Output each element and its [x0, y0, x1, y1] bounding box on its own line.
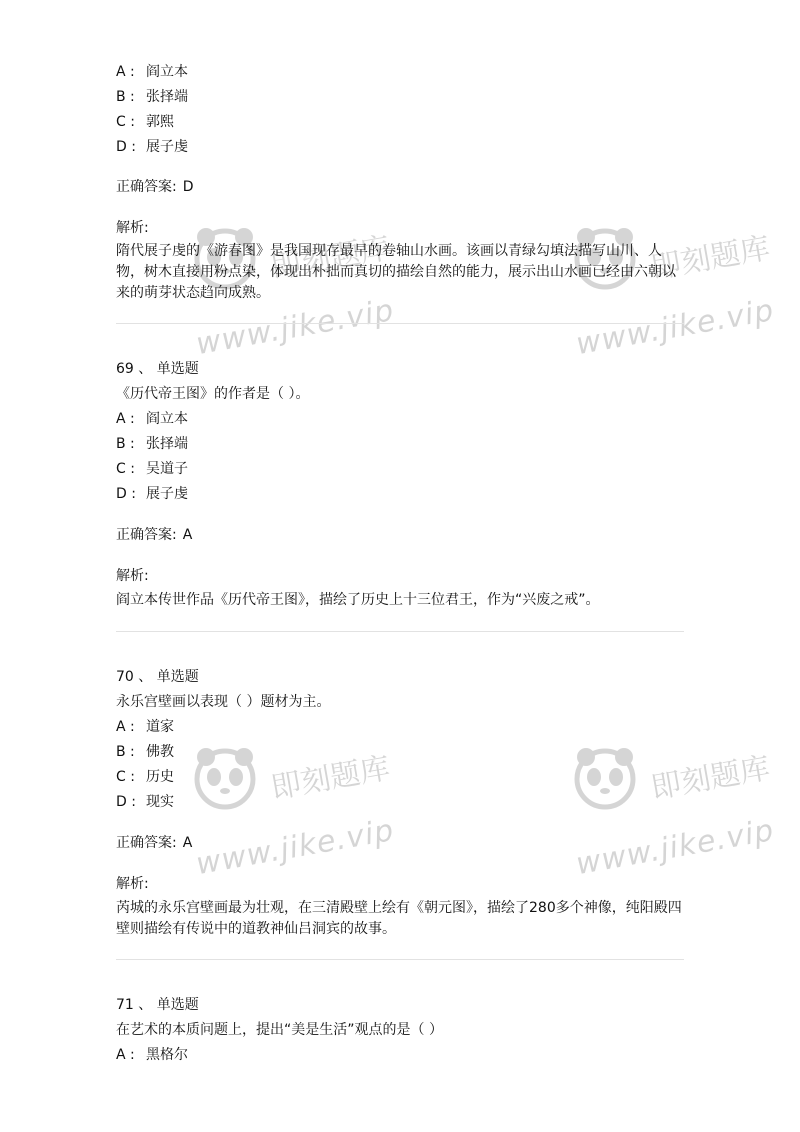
- option-letter: A :: [116, 411, 135, 427]
- option-c: [116, 112, 174, 132]
- option-text: 张择端: [146, 89, 188, 105]
- option-text: 道家: [146, 719, 174, 735]
- answer-label: 正确答案:: [116, 527, 177, 543]
- watermark-url: www.jike.vip: [193, 812, 397, 883]
- option-letter: B :: [116, 89, 135, 105]
- correct-answer: [116, 177, 194, 197]
- option-letter: A :: [116, 1047, 135, 1063]
- watermark-cn: 即刻题库: [648, 750, 773, 807]
- option-letter: B :: [116, 744, 135, 760]
- question-text: 在艺术的本质问题上，提出“美是生活”观点的是（ ）: [116, 1022, 443, 1038]
- option-a: [116, 1045, 188, 1065]
- option-text: 吴道子: [146, 461, 188, 477]
- option-text: 黑格尔: [146, 1047, 188, 1063]
- answer-value: A: [182, 835, 193, 851]
- option-letter: A :: [116, 719, 135, 735]
- option-text: 郭熙: [146, 114, 174, 130]
- option-text: 张择端: [146, 436, 188, 452]
- question-header: 71 、 单选题: [116, 997, 199, 1013]
- panda-icon: [190, 743, 260, 813]
- option-a: [116, 62, 188, 82]
- watermark-3: [190, 735, 420, 895]
- question-text: 永乐宫壁画以表现（ ）题材为主。: [116, 694, 331, 710]
- watermark-4: [570, 735, 800, 895]
- question-divider: [116, 959, 684, 960]
- option-c: [116, 767, 174, 787]
- answer-label: 正确答案:: [116, 179, 177, 195]
- option-text: 佛教: [146, 744, 174, 760]
- analysis-text: 阎立本传世作品《历代帝王图》，描绘了历史上十三位君王，作为“兴废之戒”。: [116, 592, 600, 608]
- analysis-label: 解析:: [116, 220, 149, 236]
- correct-answer: [116, 525, 192, 545]
- question-header: 69 、 单选题: [116, 361, 199, 377]
- watermark-cn: 即刻题库: [268, 230, 393, 287]
- correct-answer: [116, 833, 192, 853]
- option-b: [116, 742, 174, 762]
- watermark-cn: 即刻题库: [268, 750, 393, 807]
- question-divider: [116, 323, 684, 324]
- panda-icon: [570, 743, 640, 813]
- question-header: 70 、 单选题: [116, 669, 199, 685]
- watermark-url: www.jike.vip: [193, 292, 397, 363]
- analysis-label: 解析:: [116, 568, 149, 584]
- answer-value: A: [182, 527, 193, 543]
- option-d: [116, 484, 188, 504]
- option-text: 阎立本: [146, 64, 188, 80]
- option-b: [116, 87, 188, 107]
- option-letter: C :: [116, 461, 135, 477]
- option-letter: A :: [116, 64, 135, 80]
- option-a: [116, 409, 188, 429]
- option-d: [116, 137, 188, 157]
- answer-value: D: [182, 179, 194, 195]
- option-text: 展子虔: [146, 139, 188, 155]
- watermark-url: www.jike.vip: [573, 812, 777, 883]
- option-b: [116, 434, 188, 454]
- option-text: 现实: [146, 794, 174, 810]
- option-letter: C :: [116, 769, 135, 785]
- analysis-text: 芮城的永乐宫壁画最为壮观，在三清殿壁上绘有《朝元图》，描绘了280多个神像，纯阳殿四壁则描绘有传说中的道教神仙吕洞宾的故事。: [116, 900, 682, 937]
- answer-label: 正确答案:: [116, 835, 177, 851]
- question-divider: [116, 631, 684, 632]
- analysis-text: 隋代展子虔的《游春图》是我国现存最早的卷轴山水画。该画以青绿勾填法描写山川、人物，树木直接用粉点染，体现出朴拙而真切的描绘自然的能力，展示出山水画已经由六朝以来的萌芽状态趋向成熟。: [116, 243, 676, 301]
- option-text: 阎立本: [146, 411, 188, 427]
- watermark-cn: 即刻题库: [648, 230, 773, 287]
- analysis-label: 解析:: [116, 876, 149, 892]
- option-text: 历史: [146, 769, 174, 785]
- option-d: [116, 792, 174, 812]
- option-text: 展子虔: [146, 486, 188, 502]
- option-a: [116, 717, 174, 737]
- watermark-url: www.jike.vip: [573, 292, 777, 363]
- option-letter: D :: [116, 139, 136, 155]
- option-c: [116, 459, 188, 479]
- option-letter: C :: [116, 114, 135, 130]
- question-text: 《历代帝王图》的作者是（ ）。: [116, 386, 310, 402]
- option-letter: D :: [116, 794, 136, 810]
- option-letter: B :: [116, 436, 135, 452]
- option-letter: D :: [116, 486, 136, 502]
